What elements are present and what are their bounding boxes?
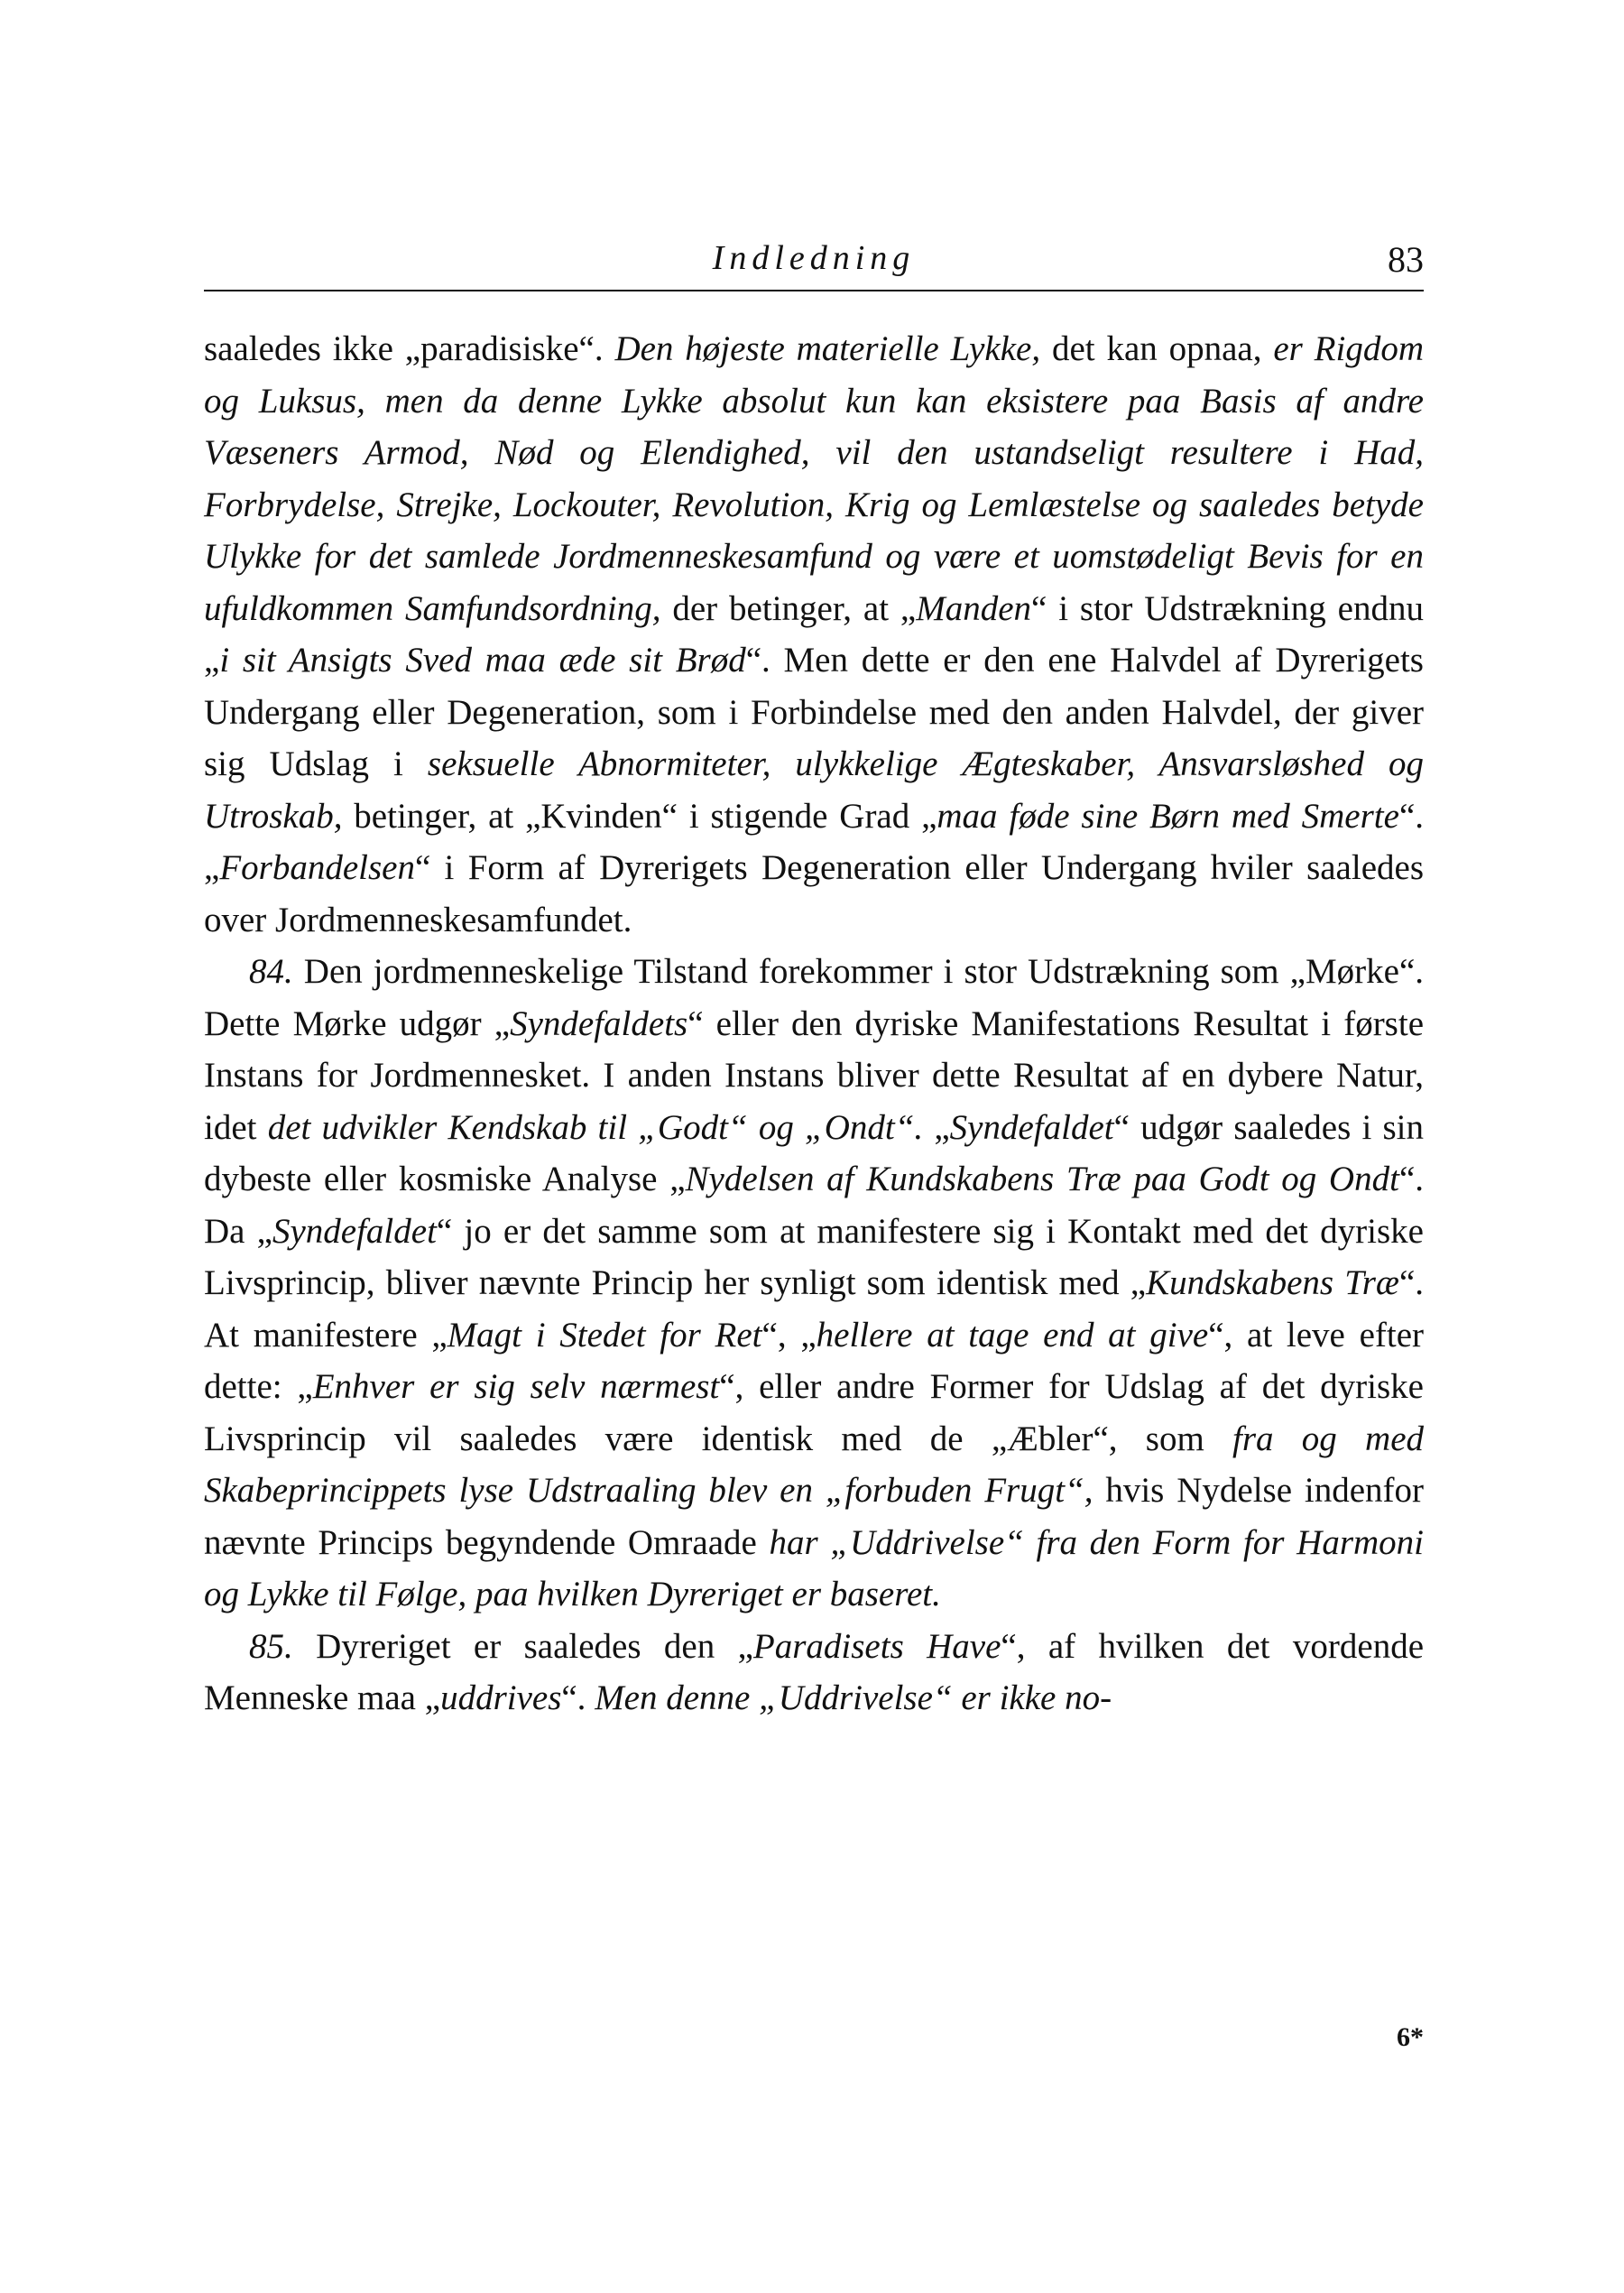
text-run: “, at leve efter dette: „	[204, 1315, 1425, 1406]
emphasis-text: hellere at tage end at give	[816, 1315, 1209, 1355]
text-run: “ jo er det samme som at manifestere sig i Kontakt med det dyriske Livsprincip, bliver nævnte Princip her synligt som identisk med „	[204, 1211, 1424, 1302]
emphasis-text: Nydelsen af Kundskabens Træ paa Godt og Ondt	[685, 1160, 1399, 1198]
text-run: saaledes ikke „paradisiske“.	[204, 329, 615, 368]
text-run: “. Da „	[204, 1160, 1424, 1251]
body-text	[204, 323, 1424, 1724]
text-run: “. Men dette er den ene Halvdel af Dyrerigets Undergang eller Degeneration, som i Forbindelse med den anden Halvdel, der giver sig Udslag i	[204, 641, 1424, 783]
text-run: der betinger, at „	[660, 588, 917, 628]
emphasis-text: 84.	[249, 952, 293, 991]
emphasis-text: har „Uddrivelse“ fra den Form for Harmoni og Lykke til Følge, paa hvilken Dyreriget er baseret.	[204, 1522, 1424, 1613]
emphasis-text: Forbandelsen	[219, 848, 415, 887]
text-run: “, af hvilken det vordende Menneske maa „	[204, 1626, 1424, 1717]
emphasis-text: uddrives	[440, 1678, 562, 1717]
emphasis-text: Enhver er sig selv nærmest	[312, 1367, 720, 1406]
emphasis-text: Syndefaldet	[272, 1211, 437, 1251]
emphasis-text: Den højeste materielle Lykke,	[614, 329, 1041, 368]
emphasis-text: fra og med Skabeprincippets lyse Udstraaling blev en „forbuden Frugt“,	[204, 1419, 1424, 1510]
text-run: det kan opnaa,	[1040, 329, 1274, 368]
emphasis-text: Syndefaldet	[949, 1107, 1114, 1147]
text-run: “.	[561, 1678, 595, 1717]
emphasis-text: Magt i Stedet for Ret	[447, 1315, 762, 1355]
emphasis-text: Syndefaldets	[510, 1003, 688, 1043]
text-run: “ eller den dyriske Manifestations Resultat i første Instans for Jordmennesket. I anden Instans bliver dette Resultat af en dybere Natur, idet	[204, 1003, 1424, 1147]
text-run: hvis Nydelse indenfor nævnte Princips begyndende Omraade	[204, 1471, 1424, 1562]
emphasis-text: Kundskabens Træ	[1146, 1263, 1399, 1302]
emphasis-text: Manden	[916, 588, 1032, 628]
text-run: Dyreriget er saaledes den „	[292, 1626, 753, 1666]
emphasis-text: i sit Ansigts Sved maa æde sit Brød	[219, 641, 746, 680]
text-run: “ i stor Udstrækning endnu „	[204, 588, 1424, 680]
chapter-title: Indledning	[712, 239, 916, 277]
running-header	[204, 236, 1424, 291]
text-run: “. „	[204, 796, 1424, 887]
text-run: “ i Form af Dyrerigets Degeneration eller Undergang hviler saaledes over Jordmenneskesamfundet.	[204, 848, 1424, 939]
emphasis-text: Men denne „Uddrivelse“ er ikke no-	[595, 1678, 1112, 1717]
emphasis-text: Paradisets Have	[752, 1626, 1001, 1666]
paragraph-84	[204, 946, 1424, 1621]
header-rule	[204, 290, 1424, 291]
emphasis-text: seksuelle Abnormiteter, ulykkelige Ægteskaber, Ansvarsløshed og Utroskab,	[204, 744, 1424, 836]
text-run: „	[923, 1107, 950, 1147]
paragraph-85	[204, 1621, 1424, 1724]
paragraph-1	[204, 323, 1424, 946]
text-run: “ udgør saaledes i sin dybeste eller kosmiske Analyse „	[204, 1107, 1424, 1198]
text-run: “, „	[761, 1315, 817, 1355]
emphasis-text: er Rigdom og Luksus, men da denne Lykke absolut kun kan eksistere paa Basis af andre Væseners Armod, Nød og Elendighed, vil den ustandseligt resultere i Had, Forbrydelse, Strejke, Lockouter, Revolution, Krig og Lemlæstelse og saaledes betyde Ulykke for det samlede Jordmenneskesamfund og være et uomstødeligt Bevis for en ufuldkommen Samfundsordning,	[204, 329, 1425, 628]
text-run: “, eller andre Former for Udslag af det dyriske Livsprincip vil saaledes være identisk med de „Æbler“, som	[204, 1367, 1424, 1458]
emphasis-text: maa føde sine Børn med Smerte	[937, 796, 1399, 836]
text-run: “. At manifestere „	[204, 1263, 1424, 1355]
signature-mark: 6*	[1397, 2022, 1424, 2052]
emphasis-text: det udvikler Kendskab til „Godt“ og „Ondt“.	[267, 1107, 924, 1147]
emphasis-text: 85.	[249, 1626, 293, 1666]
text-run: betinger, at „Kvinden“ i stigende Grad „	[342, 796, 937, 836]
text-run: Den jordmenneskelige Tilstand forekommer i stor Udstrækning som „Mørke“. Dette Mørke udgør „	[204, 952, 1424, 1043]
page-number: 83	[1388, 239, 1424, 280]
